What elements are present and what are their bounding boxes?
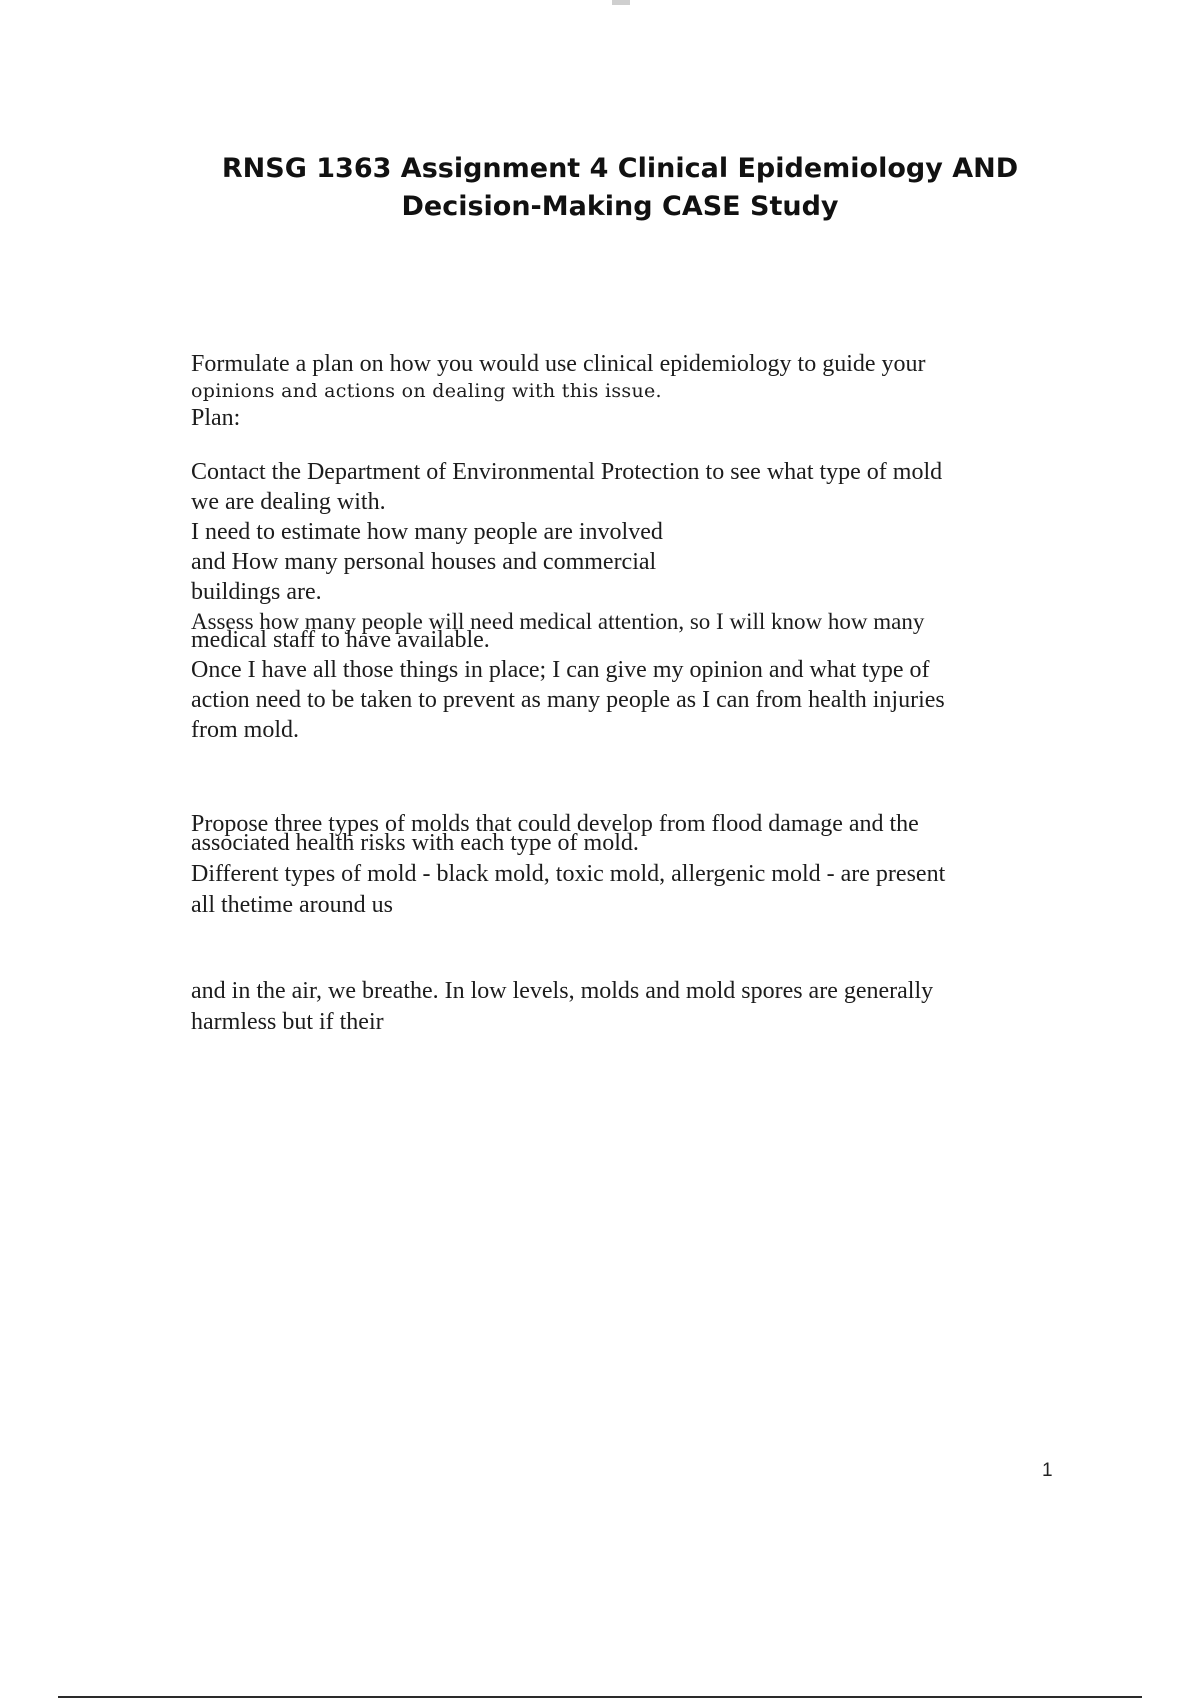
continuation-line-2: harmless but if their: [191, 1009, 384, 1035]
title-line-2: Decision-Making CASE Study: [401, 191, 839, 222]
plan-line-4: and How many personal houses and commercial: [191, 549, 657, 575]
plan-line-3: I need to estimate how many people are involved: [191, 519, 663, 545]
plan-line-6: Assess how many people will need medical attention, so I will know how many: [191, 609, 925, 634]
plan-body: [191, 457, 945, 745]
section2-prompt-line-1: Propose three types of molds that could develop from flood damage and the: [191, 811, 919, 837]
plan-line-9: action need to be taken to prevent as many people as I can from health injuries: [191, 687, 945, 713]
section2-answer-line-2: all thetime around us: [191, 892, 393, 918]
footer-rule: [58, 1696, 1142, 1698]
plan-line-7: medical staff to have available.: [191, 627, 490, 653]
plan-line-5: buildings are.: [191, 579, 322, 605]
plan-line-10: from mold.: [191, 717, 299, 743]
section2-answer-line-1: Different types of mold - black mold, toxic mold, allergenic mold - are present: [191, 861, 946, 887]
document-title: [180, 150, 1060, 226]
section1-prompt-line-2: opinions and actions on dealing with this issue.: [191, 380, 662, 402]
plan-line-2: we are dealing with.: [191, 489, 386, 515]
section2-block: [191, 808, 945, 920]
continuation-line-1: and in the air, we breathe. In low levels, molds and mold spores are generally: [191, 978, 934, 1004]
plan-line-8: Once I have all those things in place; I can give my opinion and what type of: [191, 657, 930, 683]
plan-line-1: Contact the Department of Environmental Protection to see what type of mold: [191, 459, 943, 485]
section2-prompt-line-2: associated health risks with each type of mold.: [191, 830, 639, 856]
section1-prompt: [191, 349, 926, 433]
title-line-1: RNSG 1363 Assignment 4 Clinical Epidemiology AND: [221, 153, 1019, 184]
plan-label: Plan:: [191, 405, 241, 431]
section1-prompt-line-1: Formulate a plan on how you would use clinical epidemiology to guide your: [191, 351, 926, 377]
page-top-mark: [612, 0, 630, 5]
page-number: 1: [1042, 1460, 1053, 1481]
section2-continuation: [191, 975, 934, 1035]
